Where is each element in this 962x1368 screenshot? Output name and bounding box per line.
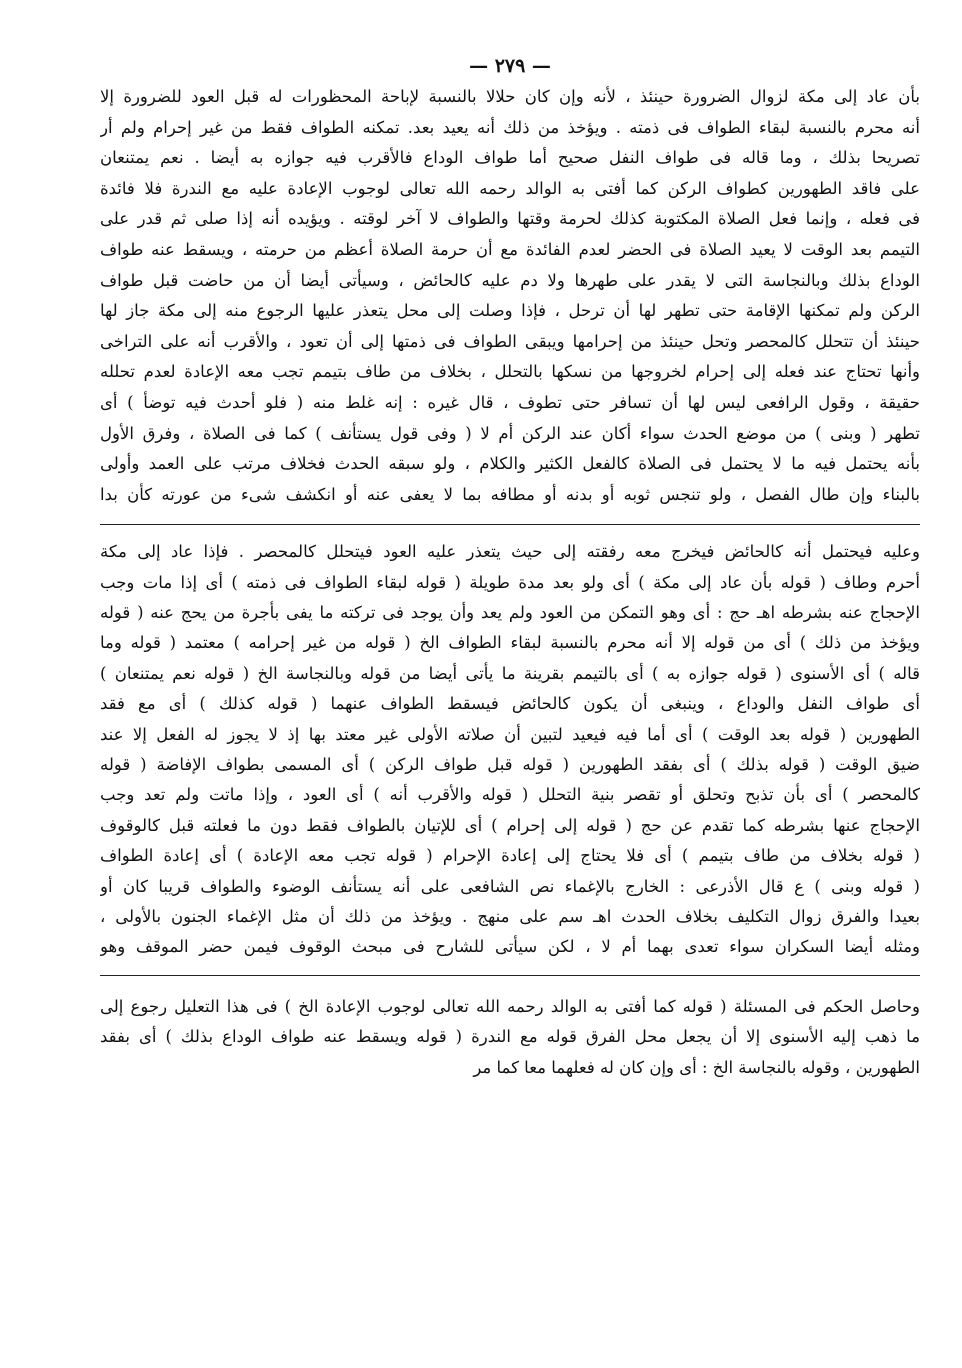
section-divider	[100, 524, 920, 525]
main-text-line: الوداع بذلك وبالنجاسة التى لا يقدر على طهرها ولا دم عليه كالحائض ، وسيأتى أيضا أن من حاضت قبل طواف	[100, 270, 920, 290]
commentary-line: الإحجاج عنه بشرطه اهـ حج : أى وهو التمكن من العود ولم يعد وأن يوجد فى تركته ما يفى بأجرة من يحج عنه ( قوله	[100, 603, 920, 623]
commentary-line: أحرم وطاف ( قوله بأن عاد إلى مكة ) أى ولو بعد مدة طويلة ( قوله لبقاء الطواف فى ذمته ) أى إذا مات وجب	[100, 572, 920, 592]
commentary-line: كالمحصر ) أى بأن تذبح وتحلق أو تقصر بنية التحلل ( قوله والأقرب أنه ) أى العود ، وإذا ماتت ولم تعد وجب	[100, 785, 920, 805]
marginal-note-line: الطهورين ، وقوله بالنجاسة الخ : أى وإن كان له فعلهما معا كما مر	[473, 1057, 920, 1077]
document-page	[100, 52, 920, 1083]
main-text-line: التيمم بعد الوقت لا يعيد الصلاة فى الحضر لعدم الفائدة مع أن حرمة الصلاة أعظم من حرمته ، ويسقط عنه طواف	[100, 239, 920, 259]
main-text-line: على فاقد الطهورين كطواف الركن كما أفتى به الوالد رحمه الله تعالى لوجوب الإعادة عليه مع الندرة فلا فائدة	[100, 178, 920, 198]
main-text-line: وأنها تحتاج عند فعله إلى إحرام لخروجها من نسكها بالتحلل ، بخلاف من طاف بتيمم تجب معه الإعادة لعدم تحلله	[100, 362, 920, 382]
main-text-line: أنه محرم بالنسبة لبقاء الطواف فى ذمته . ويؤخذ من ذلك أنه يعيد بعد. تمكنه الطواف فقط من غير إحرام ولم أر	[100, 117, 920, 137]
commentary-line: الإحجاج عنها بشرطه كما تقدم عن حج ( قوله إلى إحرام ) أى للإتيان بالطواف فقط دون ما فعلته قبل كالوقوف	[100, 815, 920, 835]
commentary-line: وعليه فيحتمل أنه كالحائض فيخرج معه رفقته إلى حيث يتعذر عليه العود فيتحلل كالمحصر . فإذا عاد إلى مكة	[100, 542, 920, 562]
main-text-line: بالبناء وإن طال الفصل ، ولو تنجس ثوبه أو بدنه أو مطافه بما لا يعفى عنه أو انكشف شىء من عورته كأن بدا	[100, 484, 920, 504]
main-text-line: بأن عاد إلى مكة لزوال الضرورة حينئذ ، لأنه وإن كان حلالا بالنسبة لإباحة المحظورات له قبل العود للضرورة إلا	[100, 87, 920, 106]
main-text-block	[100, 82, 920, 510]
commentary-line: ( قوله بخلاف من طاف بتيمم ) أى فلا يحتاج إلى إعادة الإحرام ( قوله تجب معه الإعادة ) أى إعادة الطواف	[100, 846, 920, 866]
main-text-line: بأنه يحتمل فيه ما لا يحتمل فى الصلاة كالفعل الكثير والكلام ، ولو سبقه الحدث فخلاف مرتب على العمد وأولى	[100, 454, 920, 474]
marginal-note-line: ما ذهب إليه الأسنوى إلا أن يجعل محل الفرق قوله مع الندرة ( قوله ويسقط عنه طواف الوداع بذلك ) أى بفقد	[100, 1027, 920, 1047]
main-text-line: تطهر ( وبنى ) من موضع الحدث سواء أكان عند الركن أم لا ( وفى قول يستأنف ) كما فى الصلاة ، وفرق الأول	[100, 423, 920, 443]
main-text-line: فى فعله ، وإنما فعل الصلاة المكتوبة كذلك لحرمة وقتها والطواف لا آخر لوقته . ويؤيده أنه إذا صلى ثم قدر على	[100, 209, 920, 229]
commentary-line: ويؤخذ من ذلك ) أى من قوله إلا أنه محرم بالنسبة لبقاء الطواف الخ ( قوله من غير إحرامه ) معتمد ( قوله وما	[100, 633, 920, 653]
commentary-line: أى طواف النفل والوداع ، وينبغى أن يكون كالحائض فيسقط الطواف عنهما ( قوله كذلك ) أى مع فقد	[100, 694, 920, 714]
main-text-line: تصريحا بذلك ، وما قاله فى طواف النفل صحيح أما طواف الوداع فالأقرب فيه جوازه به أيضا . نعم يمتنعان	[100, 148, 920, 168]
main-text-line: الركن ولم تمكنها الإقامة حتى تطهر لها أن ترحل ، فإذا وصلت إلى محل يتعذر عليها الرجوع منه إلى مكة جاز لها	[100, 301, 920, 321]
commentary-line: قاله ) أى الأسنوى ( قوله جوازه به ) أى بالتيمم بقرينة ما يأتى أيضا من قوله وبالنجاسة الخ ( قوله نعم يمتنعان )	[100, 663, 920, 683]
marginal-note-block	[100, 992, 920, 1083]
commentary-text-block	[100, 537, 920, 962]
main-text-line: حينئذ أن تتحلل كالمحصر وتحل حينئذ من إحرامها ويبقى الطواف فى ذمتها إلى أن تعود ، والأقرب أنه على التراخى	[100, 331, 920, 351]
commentary-line: ومثله أيضا السكران سواء تعدى بهما أم لا ، لكن سيأتى للشارح فى مبحث الوقوف فيمن حضر الموقف وهو	[100, 937, 920, 957]
section-divider	[100, 975, 920, 976]
page-number: — ٢٧٩ —	[469, 55, 551, 77]
commentary-line: ضيق الوقت ( قوله بذلك ) أى بفقد الطهورين ( قوله قبل طواف الركن ) أى المسمى بطواف الإفاضة ( قوله	[100, 755, 920, 775]
commentary-line: بعيدا والفرق زوال التكليف بخلاف الحدث اهـ سم على منهج . ويؤخذ من ذلك أن مثل الإغماء الجنون بالأولى ،	[100, 907, 920, 926]
commentary-line: ( قوله وبنى ) ع قال الأذرعى : الخارج بالإغماء نص الشافعى على أنه يستأنف الوضوء والطواف قريبا كان أو	[100, 876, 920, 896]
marginal-note-line: وحاصل الحكم فى المسئلة ( قوله كما أفتى به الوالد رحمه الله تعالى لوجوب الإعادة الخ ) فى هذا التعليل رجوع إلى	[100, 996, 920, 1016]
main-text-line: حقيقة ، وقول الرافعى ليس لها أن تسافر حتى تطوف ، قال غيره : إنه غلط منه ( فلو أحدث فيه توضأ ) أى	[100, 392, 920, 412]
commentary-line: الطهورين ( قوله بعد الوقت ) أى أما فيه فيعيد لتبين أن صلاته الأولى غير معتد بها إذ لا يجوز له الفعل إلا عند	[100, 724, 920, 744]
